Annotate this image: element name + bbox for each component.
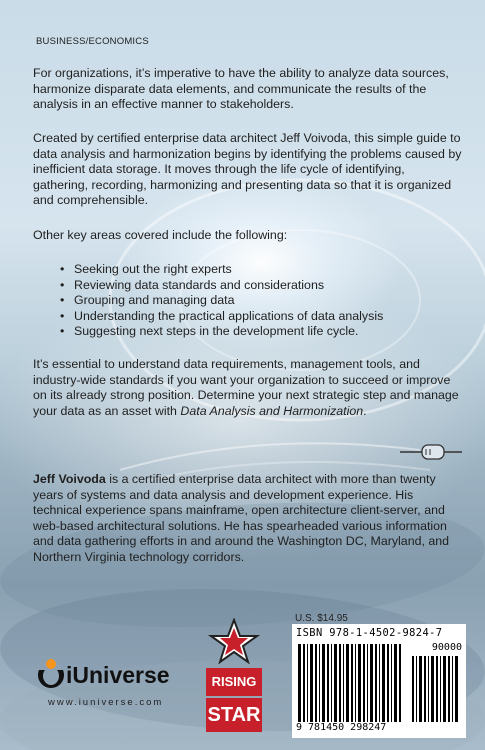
description-paragraph: Created by certified enterprise data architect Jeff Voivoda, this simple guide to data analysis and harmonization begins by identifying the problems caused by inefficient data storage. It moves through the life cycle of identifying, gathering, recording, harmonizing and presenting data so that it is organized and comprehensible. (33, 131, 462, 208)
author-bio (33, 472, 463, 566)
star-figure-icon (208, 618, 260, 664)
list-item: • Understanding the practical applications of data analysis (60, 309, 460, 325)
closing-paragraph (33, 357, 463, 419)
list-item: • Seeking out the right experts (60, 262, 460, 278)
price-label: U.S. $14.95 (295, 613, 348, 624)
category-label: BUSINESS/ECONOMICS (36, 36, 149, 47)
list-item: • Reviewing data standards and considerations (60, 278, 460, 294)
barcode-digits: 9 781450 298247 (296, 722, 387, 733)
price-code: 90000 (431, 642, 462, 653)
badge-rising: RISING (206, 668, 262, 696)
author-bio-text: is a certified enterprise data architect with more than twenty years of systems and data analysis and development experience. His technical experience spans mainframe, open architecture client-server, and web-based architectural solutions. He has spearheaded various information and data gathering efforts in and around the Washington DC, Maryland, and Northern Virginia technology corridors. (33, 472, 450, 564)
addon-barcode (412, 656, 460, 722)
isbn-label: ISBN 978-1-4502-9824-7 (296, 627, 443, 639)
closing-text: It’s essential to understand data requirements, management tools, and industry-wide standards if you want your organization to succeed or improve on its already strong position. Determine your next strategic step and manage your data as an asset with (33, 357, 459, 418)
list-item: • Grouping and managing data (60, 293, 460, 309)
cable-plug-icon (400, 440, 466, 464)
book-title: Data Analysis and Harmonization (180, 403, 364, 418)
intro-paragraph: For organizations, it’s imperative to have the ability to analyze data sources, harmonize disparate data elements, and communicate the results of the analysis in an effective manner to stakeholders. (33, 66, 449, 112)
publisher-name: iUniverse (66, 662, 170, 688)
barcode-box (292, 624, 466, 738)
iuniverse-logo (36, 658, 170, 697)
isbn-barcode (298, 644, 402, 722)
rising-star-badge (202, 618, 266, 738)
list-item: • Suggesting next steps in the development life cycle. (60, 324, 460, 340)
iuniverse-person-icon (36, 658, 64, 692)
badge-star: STAR (206, 698, 262, 732)
closing-period: . (363, 403, 367, 418)
publisher-url: www.iuniverse.com (48, 697, 164, 708)
key-areas-intro: Other key areas covered include the following: (33, 228, 288, 242)
author-name: Jeff Voivoda (33, 472, 106, 486)
key-areas-list (60, 262, 460, 340)
